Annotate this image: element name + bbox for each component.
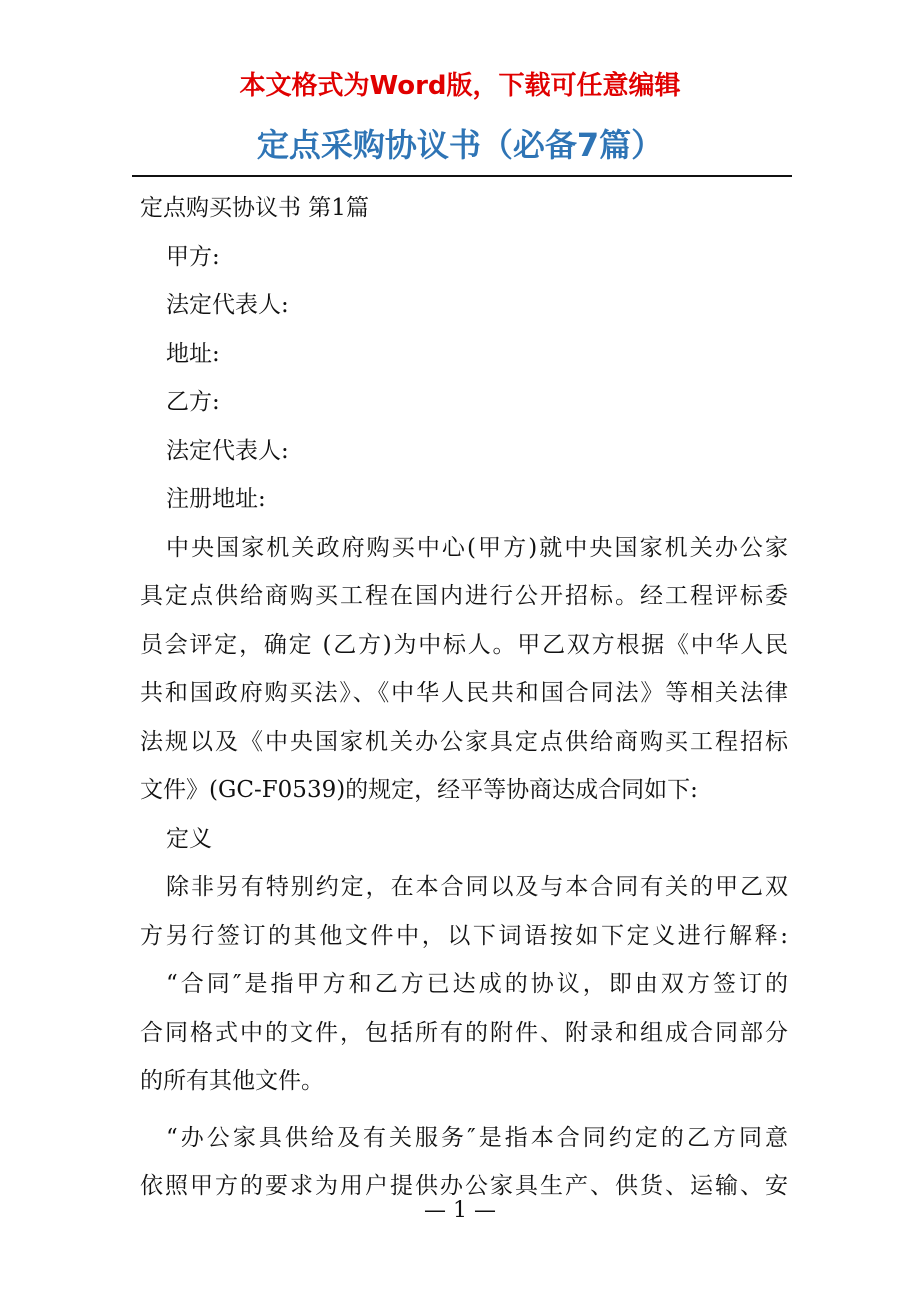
intro-line: 员会评定，确定 (乙方)为中标人。甲乙双方根据《中华人民	[140, 631, 788, 658]
contract-definition-line: 的所有其他文件。	[140, 1068, 324, 1094]
intro-line: 共和国政府购买法》、《中华人民共和国合同法》等相关法律	[140, 680, 788, 706]
field-party-a-representative: 法定代表人:	[166, 292, 289, 318]
section-heading: 定点购买协议书 第1篇	[140, 195, 369, 221]
page-number: — 1 —	[424, 1198, 496, 1223]
field-party-b-registered-address: 注册地址:	[166, 486, 266, 512]
intro-line: 法规以及《中央国家机关办公家具定点供给商购买工程招标	[140, 728, 788, 755]
intro-line: 文件》(GC-F0539)的规定，经平等协商达成合同如下:	[140, 777, 698, 803]
intro-line: 具定点供给商购买工程在国内进行公开招标。经工程评标委	[140, 583, 788, 609]
intro-line: 中央国家机关政府购买中心(甲方)就中央国家机关办公家	[166, 534, 788, 561]
download-banner: 本文格式为Word版，下载可任意编辑	[239, 71, 681, 101]
document-title: 定点采购协议书（必备7篇）	[256, 126, 664, 164]
contract-definition-line: 合同格式中的文件，包括所有的附件、附录和组成合同部分	[140, 1019, 788, 1046]
field-party-b: 乙方:	[166, 389, 220, 415]
field-party-b-representative: 法定代表人:	[166, 437, 289, 464]
document-body	[140, 184, 788, 1211]
service-definition-line: 依照甲方的要求为用户提供办公家具生产、供货、运输、安	[140, 1173, 788, 1199]
definition-intro-line: 方另行签订的其他文件中，以下词语按如下定义进行解释:	[140, 922, 788, 949]
field-party-a: 甲方:	[166, 243, 220, 270]
paragraph-gap	[140, 1106, 788, 1114]
title-divider	[132, 175, 792, 177]
contract-definition-line: “合同″是指甲方和乙方已达成的协议，即由双方签订的	[166, 971, 788, 997]
definition-intro-line: 除非另有特别约定，在本合同以及与本合同有关的甲乙双	[166, 874, 788, 900]
definition-heading: 定义	[166, 825, 212, 852]
service-definition-line: “办公家具供给及有关服务″是指本合同约定的乙方同意	[166, 1124, 788, 1151]
field-party-a-address: 地址:	[166, 340, 220, 367]
